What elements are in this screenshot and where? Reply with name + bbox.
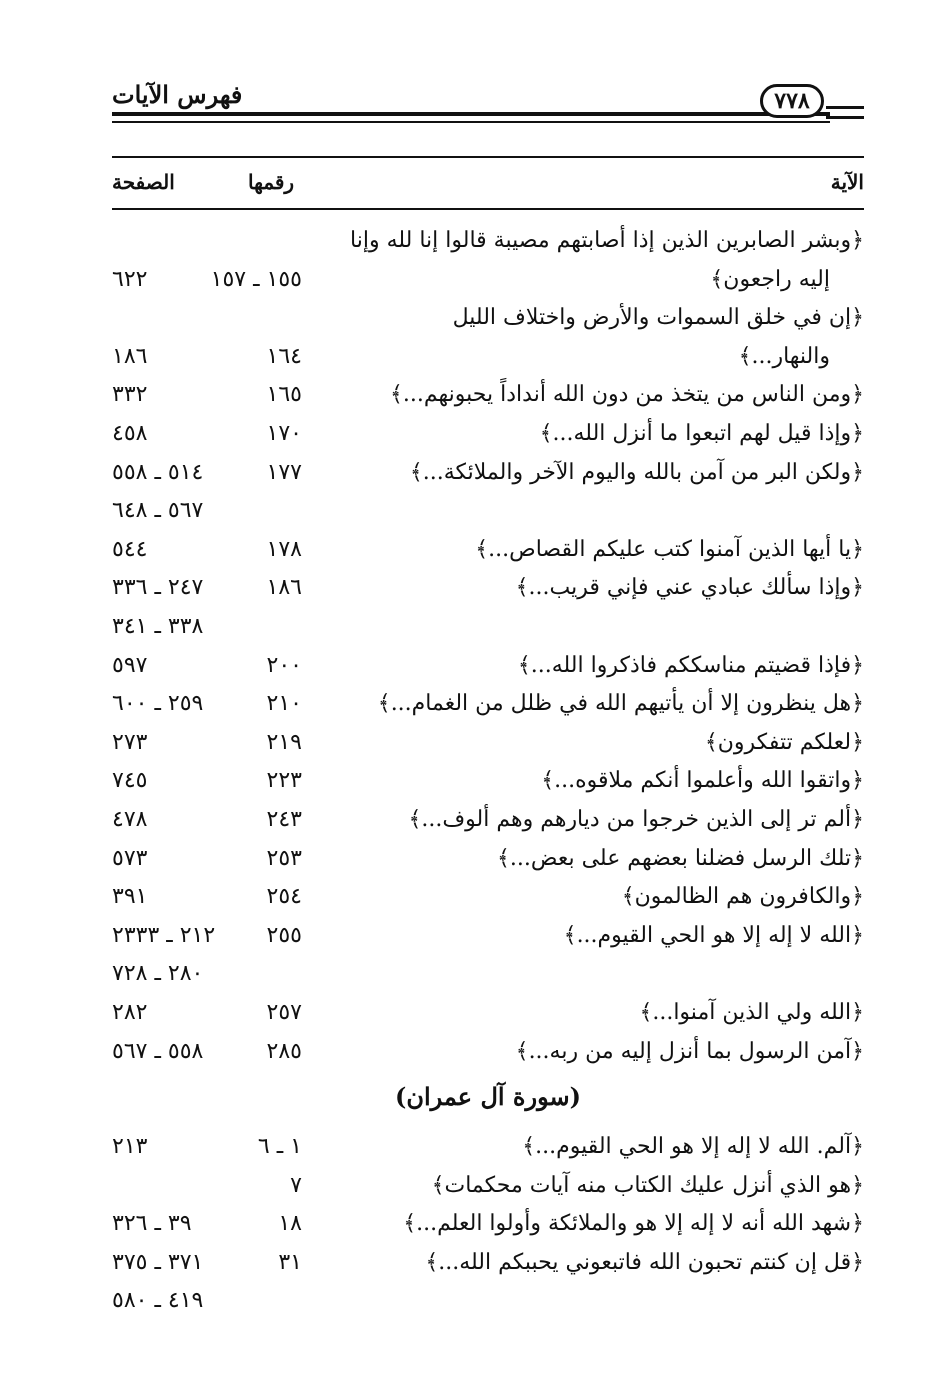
verse-text: ﴿وإذا قيل لهم اتبعوا ما أنزل الله...﴾	[539, 421, 864, 446]
page-reference: ٥٤٤	[112, 536, 148, 562]
verse-number: ٢٠٠	[266, 652, 302, 678]
verse-number: ٢٤٣	[266, 807, 302, 832]
page-reference: ٥٦٧ ـ ٦٤٨	[112, 498, 204, 524]
table-row	[112, 923, 864, 959]
column-head-top-rule	[112, 156, 864, 158]
table-row	[112, 884, 864, 920]
verse-text: ﴿هل ينظرون إلا أن يأتيهم الله في ظلل من الغمام...﴾	[377, 691, 864, 717]
verse-number: ١٧٨	[266, 536, 302, 562]
table-row	[112, 228, 864, 264]
page-reference: ٢٧٣	[112, 729, 148, 755]
column-head-bottom-rule	[112, 208, 864, 210]
page-reference: ٣٩١	[112, 884, 148, 910]
verse-number: ١٨	[278, 1211, 302, 1237]
verse-text: ﴿شهد الله أنه لا إله إلا هو والملائكة وأولوا العلم...﴾	[403, 1211, 864, 1237]
table-row	[112, 1250, 864, 1286]
table-row	[112, 961, 864, 997]
verse-text: ﴿آلم. الله لا إله إلا هو الحي القيوم...﴾	[522, 1134, 864, 1159]
table-row	[112, 653, 864, 689]
page-reference: ٥٧٣	[112, 845, 148, 871]
verse-number: ١٧٠	[266, 421, 302, 446]
table-row	[112, 614, 864, 650]
verse-number: ٢٥٧	[266, 1000, 302, 1025]
verse-number: ٢٨٥	[266, 1038, 302, 1064]
table-row	[112, 1211, 864, 1247]
page-reference: ١٨٦	[112, 343, 148, 369]
verse-text: ﴿ولكن البر من آمن بالله واليوم الآخر والملائكة...﴾	[409, 459, 864, 485]
verse-number: ١٧٧	[266, 459, 302, 485]
verse-number: ٢٢٣	[266, 768, 302, 794]
table-row	[112, 846, 864, 882]
verse-number: ٣١	[278, 1249, 302, 1275]
table-row	[112, 498, 864, 534]
page-reference: ٢١٣	[112, 1134, 148, 1159]
page-reference: ٥٥٨ ـ ٥٦٧	[112, 1038, 204, 1064]
page-reference: ٢٥٩ ـ ٦٠٠	[112, 691, 204, 717]
header-rule-right-1	[826, 106, 864, 109]
page-reference: ٢١٢ ـ ٢٣٣٣	[112, 922, 216, 948]
table-row	[112, 1134, 864, 1170]
table-row	[112, 730, 864, 766]
verse-number: ١٦٥	[266, 382, 302, 408]
table-row	[112, 305, 864, 341]
verse-number: ٢١٠	[266, 691, 302, 717]
table-row	[112, 768, 864, 804]
verse-text: ﴿وإذا سألك عبادي عني فإني قريب...﴾	[515, 575, 864, 601]
verse-text: ﴿الله لا إله إلا هو الحي القيوم...﴾	[563, 922, 864, 948]
table-row	[112, 267, 864, 303]
verse-text: ﴿الله ولي الذين آمنوا...﴾	[639, 1000, 864, 1025]
page-reference: ٢٨٢	[112, 1000, 148, 1025]
header-rule-thin	[112, 121, 830, 123]
page-reference: ٥١٤ ـ ٥٥٨	[112, 459, 204, 485]
verse-text: ﴿يا أيها الذين آمنوا كتب عليكم القصاص...﴾	[475, 536, 864, 562]
page-reference: ٣٣٢	[112, 382, 148, 408]
running-header-title: فهرس الآيات	[112, 80, 243, 109]
table-row	[112, 1288, 864, 1324]
verse-number: ٢١٩	[266, 729, 302, 755]
page-reference: ٣٣٨ ـ ٣٤١	[112, 614, 204, 639]
verse-text: ﴿إن في خلق السموات والأرض واختلاف الليل	[452, 305, 864, 331]
verse-text: ﴿قل إن كنتم تحبون الله فاتبعوني يحببكم الله...﴾	[425, 1249, 864, 1275]
table-row	[112, 1173, 864, 1209]
verse-text: ﴿آمن الرسول بما أنزل إليه من ربه...﴾	[515, 1038, 864, 1064]
page-reference: ٢٨٠ ـ ٧٢٨	[112, 961, 204, 987]
page-reference: ٤٥٨	[112, 421, 148, 446]
verse-number: ١٨٦	[266, 575, 302, 601]
table-row	[112, 575, 864, 611]
verse-text: والنهار...﴾	[738, 343, 830, 369]
page-reference: ٤٧٨	[112, 807, 148, 832]
table-row	[112, 1000, 864, 1036]
column-head-verse: الآية	[830, 170, 864, 194]
surah-heading: (سورة آل عمران)	[395, 1082, 581, 1111]
verse-text: ﴿لعلكم تتفكرون﴾	[704, 729, 864, 755]
verse-text: إليه راجعون﴾	[710, 266, 830, 292]
table-row	[112, 421, 864, 457]
table-row	[112, 344, 864, 380]
table-row	[112, 382, 864, 418]
page-reference: ٢٤٧ ـ ٣٣٦	[112, 575, 204, 601]
verse-text: ﴿واتقوا الله وأعلموا أنكم ملاقوه...﴾	[541, 768, 864, 794]
page-reference: ٤١٩ ـ ٥٨٠	[112, 1288, 204, 1314]
page-reference: ٥٩٧	[112, 652, 148, 678]
verse-text: ﴿والكافرون هم الظالمون﴾	[621, 884, 864, 910]
table-row	[112, 537, 864, 573]
verse-text: ﴿ومن الناس من يتخذ من دون الله أنداداً يحبونهم...﴾	[390, 382, 864, 408]
page-reference: ٣٧١ ـ ٣٧٥	[112, 1249, 204, 1275]
verse-text: ﴿هو الذي أنزل عليك الكتاب منه آيات محكمات﴾	[431, 1172, 864, 1198]
verse-number: ١٥٥ ـ ١٥٧	[210, 266, 302, 292]
table-row	[112, 807, 864, 843]
verse-number: ٢٥٥	[266, 922, 302, 948]
verse-text: ﴿وبشر الصابرين الذين إذا أصابتهم مصيبة قالوا إنا لله وإنا	[350, 228, 864, 253]
table-row	[112, 460, 864, 496]
verse-number: ٢٥٣	[266, 845, 302, 871]
header-rule-right-2	[826, 116, 864, 119]
verse-text: ﴿فإذا قضيتم مناسككم فاذكروا الله...﴾	[517, 652, 864, 678]
column-head-page: الصفحة	[112, 170, 175, 194]
table-row	[112, 691, 864, 727]
verse-number: ١ ـ ٦	[257, 1134, 302, 1159]
page-reference: ٦٢٢	[112, 266, 148, 292]
table-row	[112, 1039, 864, 1075]
page-reference: ٧٤٥	[112, 768, 148, 794]
verse-number: ١٦٤	[266, 343, 302, 369]
page-reference: ٣٩ ـ ٣٢٦	[112, 1211, 192, 1237]
verse-text: ﴿تلك الرسل فضلنا بعضهم على بعض...﴾	[497, 845, 864, 871]
verse-number: ٧	[290, 1172, 302, 1198]
column-head-number: رقمها	[248, 170, 295, 194]
header-rule-thick	[112, 112, 830, 116]
page-number-badge: ٧٧٨	[760, 84, 824, 118]
verse-text: ﴿ألم تر إلى الذين خرجوا من ديارهم وهم ألوف...﴾	[408, 807, 864, 832]
verse-number: ٢٥٤	[266, 884, 302, 910]
